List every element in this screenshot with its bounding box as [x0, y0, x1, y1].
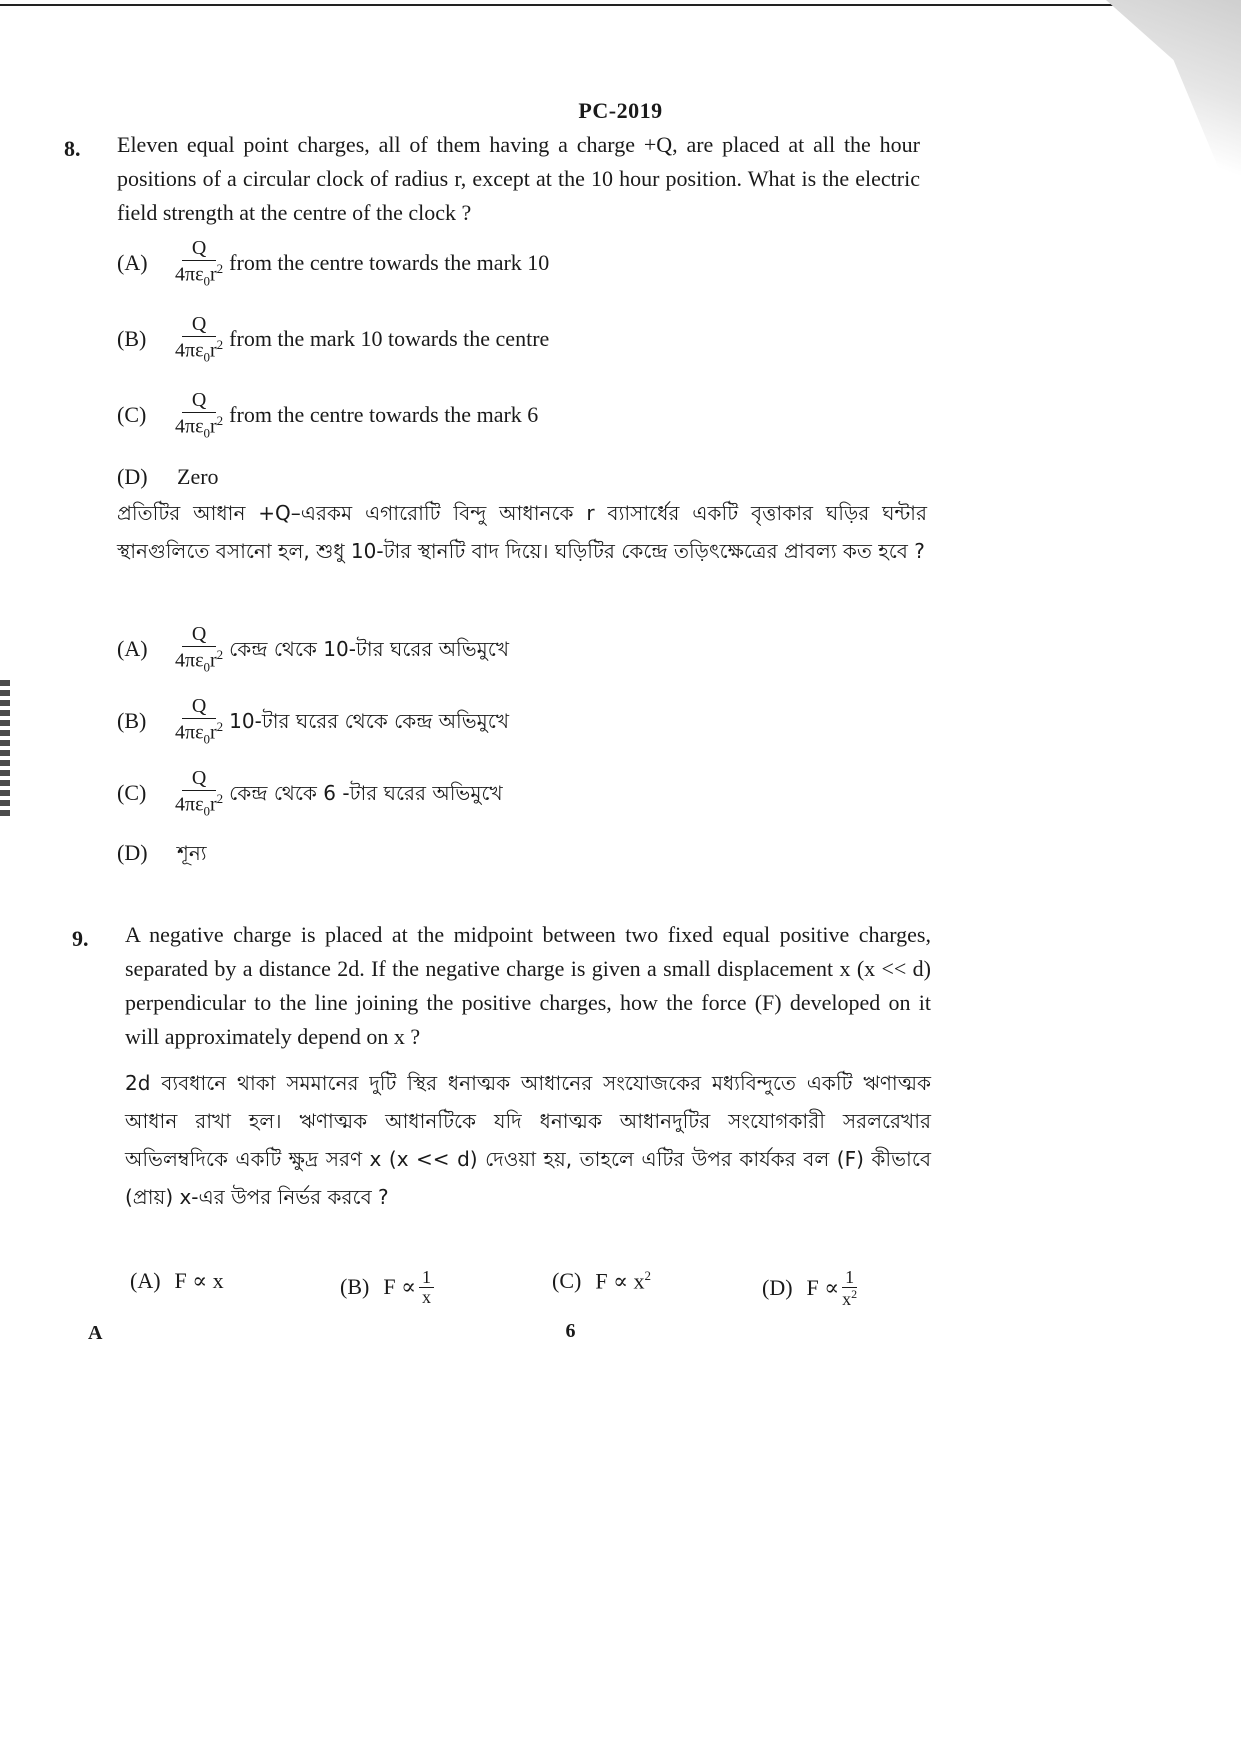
option-bn-d	[117, 840, 207, 866]
option-label: (D)	[117, 840, 148, 865]
option-label: (A)	[117, 250, 148, 276]
set-letter: A	[88, 1322, 103, 1344]
option-bn-b	[117, 696, 509, 746]
paper-code: PC-2019	[578, 98, 663, 123]
fraction	[175, 390, 223, 440]
fraction	[175, 768, 223, 818]
option-bn-c	[117, 768, 503, 818]
fraction-denominator: $4\pi\varepsilon_0r^2$	[175, 791, 224, 819]
option-text: শূন্য	[177, 841, 207, 865]
fraction-denominator: $4\pi\varepsilon_0r^2$	[175, 647, 224, 675]
fraction: $\frac{1}{x^2}$	[842, 1267, 858, 1309]
question-number: 8.	[64, 136, 81, 161]
fraction-denominator: $4\pi\varepsilon_0r^2$	[175, 337, 224, 365]
option-label: (B)	[117, 708, 147, 734]
option-label: (B)	[117, 326, 147, 352]
fraction-numerator: Q	[182, 238, 216, 261]
option-label: (D)	[117, 464, 148, 489]
fraction-denominator: $4\pi\varepsilon_0r^2$	[175, 719, 224, 747]
fraction-numerator: Q	[182, 768, 216, 791]
option-bn-a	[117, 624, 509, 674]
option-label: (C)	[117, 402, 147, 428]
page-number: 6	[565, 1320, 576, 1342]
top-rule	[0, 4, 1241, 6]
fraction	[175, 238, 223, 288]
option-label: (A)	[130, 1268, 161, 1293]
fraction-numerator: Q	[182, 390, 216, 413]
option-expression: $F \propto x^2$	[595, 1268, 651, 1294]
fraction: $\frac{1}{x}$	[419, 1268, 434, 1307]
option-label: (C)	[117, 780, 147, 806]
question-text-bn: প্রতিটির আধান +Q–এরকম এগারোটি বিন্দু আধানকে r ব্যাসার্ধের একটি বৃত্তাকার ঘড়ির ঘন্টার স্থানগুলিতে বসানো হল, শুধু 10-টার স্থানটি বাদ দিয়ে। ঘড়িটির কেন্দ্রে তড়িৎক্ষেত্রের প্রাবল্য কত হবে ?	[117, 501, 927, 563]
fraction-denominator: $4\pi\varepsilon_0r^2$	[175, 261, 224, 289]
option-expression: F ∝ x	[174, 1268, 224, 1293]
fraction-denominator: $4\pi\varepsilon_0r^2$	[175, 413, 224, 441]
fraction-numerator: Q	[182, 624, 216, 647]
option-expression: F ∝	[806, 1275, 840, 1301]
option-text: কেন্দ্র থেকে 6 -টার ঘরের অভিমুখে	[229, 781, 503, 806]
option-q9-d	[762, 1268, 857, 1309]
fraction	[175, 314, 223, 364]
option-label: (D)	[762, 1275, 793, 1301]
option-label: (C)	[552, 1268, 582, 1294]
option-q9-c	[552, 1268, 651, 1294]
option-expression: F ∝	[383, 1274, 416, 1300]
margin-stamp	[0, 680, 10, 820]
option-en-a	[117, 238, 549, 288]
question-text-en: Eleven equal point charges, all of them having a charge +Q, are placed at all the hour positions of a circular clock of radius r, except at the 10 hour position. What is the electric field strength at the centre of the clock ?	[117, 132, 920, 225]
option-en-d	[117, 464, 219, 490]
option-q9-b	[340, 1268, 434, 1307]
fraction-numerator: Q	[182, 314, 216, 337]
fraction	[175, 624, 223, 674]
option-label: (A)	[117, 636, 148, 662]
question-text-en: A negative charge is placed at the midpoint between two fixed equal positive charges, separated by a distance 2d. If the negative charge is given a small displacement x (x << d) perpendicular to the line joining the positive charges, how the force (F) developed on it will approximately depend on x ?	[125, 922, 931, 1049]
fraction-numerator: Q	[182, 696, 216, 719]
option-text: from the centre towards the mark 6	[229, 402, 539, 428]
option-label: (B)	[340, 1274, 370, 1300]
option-text: from the centre towards the mark 10	[229, 250, 550, 276]
option-text: 10-টার ঘরের থেকে কেন্দ্র অভিমুখে	[229, 709, 509, 734]
option-text: Zero	[177, 464, 219, 489]
option-text: কেন্দ্র থেকে 10-টার ঘরের অভিমুখে	[229, 637, 509, 662]
question-text-bn: 2d ব্যবধানে থাকা সমমানের দুটি স্থির ধনাত্মক আধানের সংযোজকের মধ্যবিন্দুতে একটি ঋণাত্মক আধান রাখা হল। ঋণাত্মক আধানটিকে যদি ধনাত্মক আধানদুটির সংযোগকারী সরলরেখার অভিলম্বদিকে একটি ক্ষুদ্র সরণ x (x << d) দেওয়া হয়, তাহলে এটির উপর কার্যকর বল (F) কীভাবে (প্রায়) x-এর উপর নির্ভর করবে ?	[125, 1071, 931, 1209]
option-text: from the mark 10 towards the centre	[229, 326, 550, 352]
option-en-b	[117, 314, 549, 364]
question-number: 9.	[72, 926, 89, 951]
option-q9-a	[130, 1268, 224, 1294]
fraction	[175, 696, 223, 746]
option-en-c	[117, 390, 538, 440]
